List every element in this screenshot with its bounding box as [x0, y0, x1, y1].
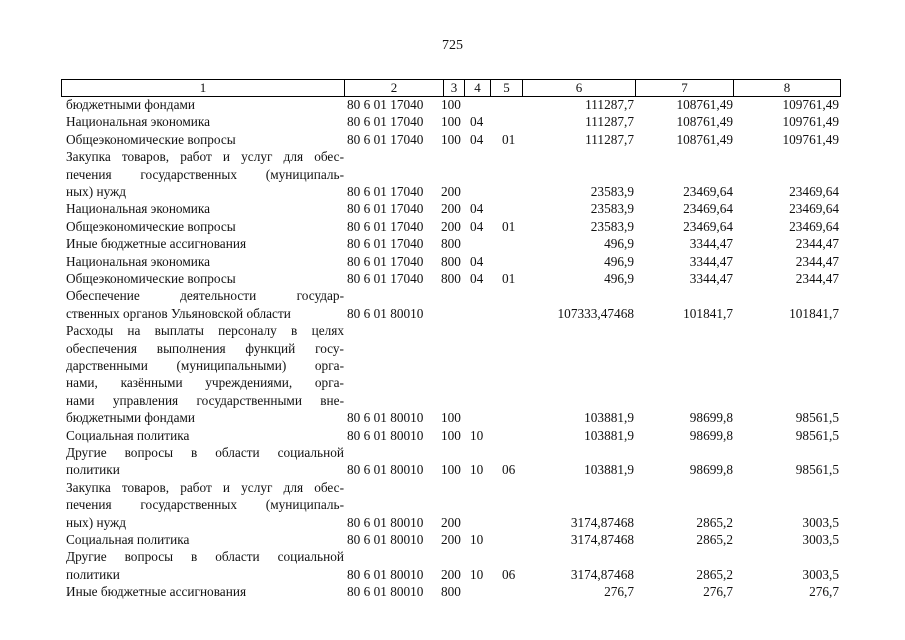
row-value-6: 103881,9	[584, 462, 634, 478]
row-value-8: 101841,7	[789, 305, 839, 321]
row-value-8: 98561,5	[795, 410, 839, 426]
row-name-line: обеспечения выполнения функций госу-	[66, 340, 344, 356]
row-code: 80 6 01 17040	[347, 97, 424, 112]
row-name-line: Другие вопросы в области социальной	[66, 445, 344, 460]
row-value-6: 103881,9	[584, 427, 634, 443]
row-code: 80 6 01 80010	[347, 514, 424, 530]
column-header-1: 1	[62, 80, 345, 97]
row-value-6: 496,9	[604, 271, 634, 286]
row-col-3: 200	[441, 514, 461, 530]
row-value-6: 111287,7	[585, 97, 634, 112]
row-col-4: 10	[470, 532, 484, 547]
row-col-3: 200	[441, 183, 461, 199]
column-header-8: 8	[734, 80, 841, 97]
row-value-6: 3174,87468	[570, 566, 634, 582]
row-value-8: 98561,5	[795, 427, 839, 443]
table-row	[0, 200, 905, 217]
table-row	[0, 322, 905, 426]
row-value-7: 2865,2	[696, 514, 733, 530]
row-name-line: Закупка товаров, работ и услуг для обес-	[66, 479, 344, 495]
row-name	[66, 131, 344, 148]
row-name	[66, 322, 344, 426]
row-name-line: Расходы на выплаты персоналу в целях	[66, 323, 344, 339]
row-value-6: 111287,7	[585, 131, 634, 147]
row-name	[66, 479, 344, 531]
row-value-8: 3003,5	[802, 566, 839, 582]
row-name-line: ственных органов Ульяновской области	[66, 305, 291, 321]
row-value-8: 2344,47	[795, 236, 839, 252]
row-name	[66, 444, 344, 479]
row-value-6: 23583,9	[590, 218, 634, 234]
row-col-3: 800	[441, 253, 461, 269]
row-col-3: 100	[441, 410, 461, 426]
row-code: 80 6 01 80010	[347, 410, 424, 426]
row-value-8: 2344,47	[795, 253, 839, 269]
row-value-8: 2344,47	[795, 271, 839, 286]
row-code: 80 6 01 80010	[347, 427, 424, 443]
row-name-line: политики	[66, 566, 120, 582]
row-value-6: 23583,9	[590, 201, 634, 217]
row-name	[66, 96, 344, 113]
row-code: 80 6 01 17040	[347, 271, 424, 286]
row-name-line: нами, казёнными учреждениями, орга-	[66, 375, 344, 391]
row-name	[66, 113, 344, 130]
row-value-8: 109761,49	[782, 97, 839, 112]
row-name	[66, 148, 344, 200]
row-value-6: 3174,87468	[570, 514, 634, 530]
table-row	[0, 479, 905, 531]
row-code: 80 6 01 17040	[347, 236, 424, 252]
row-name-line: печения государственных (муниципаль-	[66, 166, 344, 182]
row-col-4: 04	[470, 218, 484, 234]
row-col-3: 100	[441, 462, 461, 478]
row-value-7: 108761,49	[676, 97, 733, 112]
row-value-6: 103881,9	[584, 410, 634, 426]
row-value-8: 109761,49	[782, 131, 839, 147]
row-name-line: дарственными (муниципальными) орга-	[66, 357, 344, 373]
row-name-line: ных) нужд	[66, 183, 126, 199]
row-name	[66, 531, 344, 548]
table-row	[0, 218, 905, 235]
row-col-4: 10	[470, 427, 484, 443]
row-code: 80 6 01 17040	[347, 131, 424, 147]
row-value-6: 3174,87468	[570, 532, 634, 547]
row-col-3: 800	[441, 271, 461, 286]
row-value-6: 111287,7	[585, 114, 634, 130]
row-name	[66, 235, 344, 252]
row-value-7: 101841,7	[683, 305, 733, 321]
row-value-7: 23469,64	[683, 183, 733, 199]
row-col-4: 10	[470, 566, 484, 582]
row-col-4: 04	[470, 271, 484, 286]
row-col-3: 100	[441, 131, 461, 147]
row-code: 80 6 01 17040	[347, 218, 424, 234]
row-name-line: ных) нужд	[66, 514, 126, 530]
row-col-3: 200	[441, 201, 461, 217]
row-col-4: 04	[470, 201, 484, 217]
row-name-line: бюджетными фондами	[66, 410, 195, 426]
row-value-8: 98561,5	[795, 462, 839, 478]
row-value-7: 276,7	[703, 584, 733, 600]
row-value-6: 496,9	[604, 253, 634, 269]
row-col-3: 100	[441, 114, 461, 130]
row-code: 80 6 01 80010	[347, 305, 424, 321]
column-header-3: 3	[444, 80, 465, 97]
column-header-7: 7	[636, 80, 734, 97]
row-name-line: Национальная экономика	[66, 253, 211, 269]
row-col-3: 200	[441, 218, 461, 234]
table-row	[0, 287, 905, 322]
row-col-3: 200	[441, 566, 461, 582]
table-row	[0, 148, 905, 200]
row-value-7: 23469,64	[683, 201, 733, 217]
row-code: 80 6 01 17040	[347, 253, 424, 269]
row-name-line: Общеэкономические вопросы	[66, 131, 236, 147]
row-col-3: 800	[441, 236, 461, 252]
table-row	[0, 113, 905, 130]
column-header-2: 2	[345, 80, 444, 97]
row-col-4: 10	[470, 462, 484, 478]
row-name	[66, 253, 344, 270]
row-code: 80 6 01 17040	[347, 201, 424, 217]
row-value-8: 23469,64	[789, 218, 839, 234]
table-row	[0, 235, 905, 252]
row-code: 80 6 01 17040	[347, 183, 424, 199]
row-value-7: 98699,8	[689, 462, 733, 478]
row-name-line: Общеэкономические вопросы	[66, 218, 236, 234]
table-row	[0, 131, 905, 148]
row-value-8: 23469,64	[789, 201, 839, 217]
table-row	[0, 583, 905, 600]
row-value-7: 108761,49	[676, 114, 733, 130]
row-col-5: 06	[502, 462, 516, 478]
table-row	[0, 253, 905, 270]
row-name-line: нами управления государственными вне-	[66, 392, 344, 408]
row-value-6: 107333,47468	[557, 305, 634, 321]
row-value-6: 276,7	[604, 584, 634, 600]
row-code: 80 6 01 80010	[347, 532, 424, 547]
row-name-line: Закупка товаров, работ и услуг для обес-	[66, 149, 344, 165]
row-value-7: 98699,8	[689, 410, 733, 426]
row-value-6: 23583,9	[590, 183, 634, 199]
row-name-line: Социальная политика	[66, 427, 190, 443]
row-col-5: 01	[502, 131, 516, 147]
row-value-7: 3344,47	[689, 253, 733, 269]
row-value-8: 3003,5	[802, 532, 839, 547]
table-row	[0, 531, 905, 548]
row-value-7: 3344,47	[689, 271, 733, 286]
row-name	[66, 583, 344, 600]
row-col-5: 06	[502, 566, 516, 582]
row-value-7: 2865,2	[696, 566, 733, 582]
row-col-4: 04	[470, 253, 484, 269]
row-name-line: Иные бюджетные ассигнования	[66, 584, 247, 600]
row-value-7: 108761,49	[676, 131, 733, 147]
row-name-line: бюджетными фондами	[66, 97, 195, 112]
row-name	[66, 270, 344, 287]
table-row	[0, 270, 905, 287]
table-row	[0, 548, 905, 583]
row-code: 80 6 01 17040	[347, 114, 424, 130]
table-row	[0, 96, 905, 113]
table-row	[0, 427, 905, 444]
row-name-line: Обеспечение деятельности государ-	[66, 288, 344, 304]
row-value-8: 23469,64	[789, 183, 839, 199]
row-value-7: 98699,8	[689, 427, 733, 443]
row-code: 80 6 01 80010	[347, 584, 424, 600]
row-code: 80 6 01 80010	[347, 566, 424, 582]
row-name-line: Национальная экономика	[66, 114, 211, 130]
row-code: 80 6 01 80010	[347, 462, 424, 478]
column-header-4: 4	[465, 80, 491, 97]
column-header-6: 6	[523, 80, 636, 97]
row-value-7: 3344,47	[689, 236, 733, 252]
row-col-5: 01	[502, 218, 516, 234]
row-col-4: 04	[470, 131, 484, 147]
page-number: 725	[442, 38, 463, 53]
row-value-8: 109761,49	[782, 114, 839, 130]
row-name	[66, 200, 344, 217]
row-value-8: 3003,5	[802, 514, 839, 530]
row-name	[66, 427, 344, 444]
row-value-7: 2865,2	[696, 532, 733, 547]
row-name-line: Общеэкономические вопросы	[66, 271, 236, 286]
row-col-5: 01	[502, 271, 516, 286]
row-col-3: 800	[441, 584, 461, 600]
row-name-line: Социальная политика	[66, 532, 190, 547]
row-name	[66, 548, 344, 583]
row-name-line: Национальная экономика	[66, 201, 211, 217]
row-col-4: 04	[470, 114, 484, 130]
row-col-3: 200	[441, 532, 461, 547]
column-header-5: 5	[491, 80, 523, 97]
row-value-8: 276,7	[809, 584, 839, 600]
row-value-7: 23469,64	[683, 218, 733, 234]
row-name-line: печения государственных (муниципаль-	[66, 497, 344, 513]
table-row	[0, 444, 905, 479]
row-name-line: Другие вопросы в области социальной	[66, 549, 344, 565]
row-col-3: 100	[441, 97, 461, 112]
row-name-line: политики	[66, 462, 120, 478]
row-name	[66, 218, 344, 235]
row-name	[66, 287, 344, 322]
row-col-3: 100	[441, 427, 461, 443]
row-name-line: Иные бюджетные ассигнования	[66, 236, 247, 252]
row-value-6: 496,9	[604, 236, 634, 252]
